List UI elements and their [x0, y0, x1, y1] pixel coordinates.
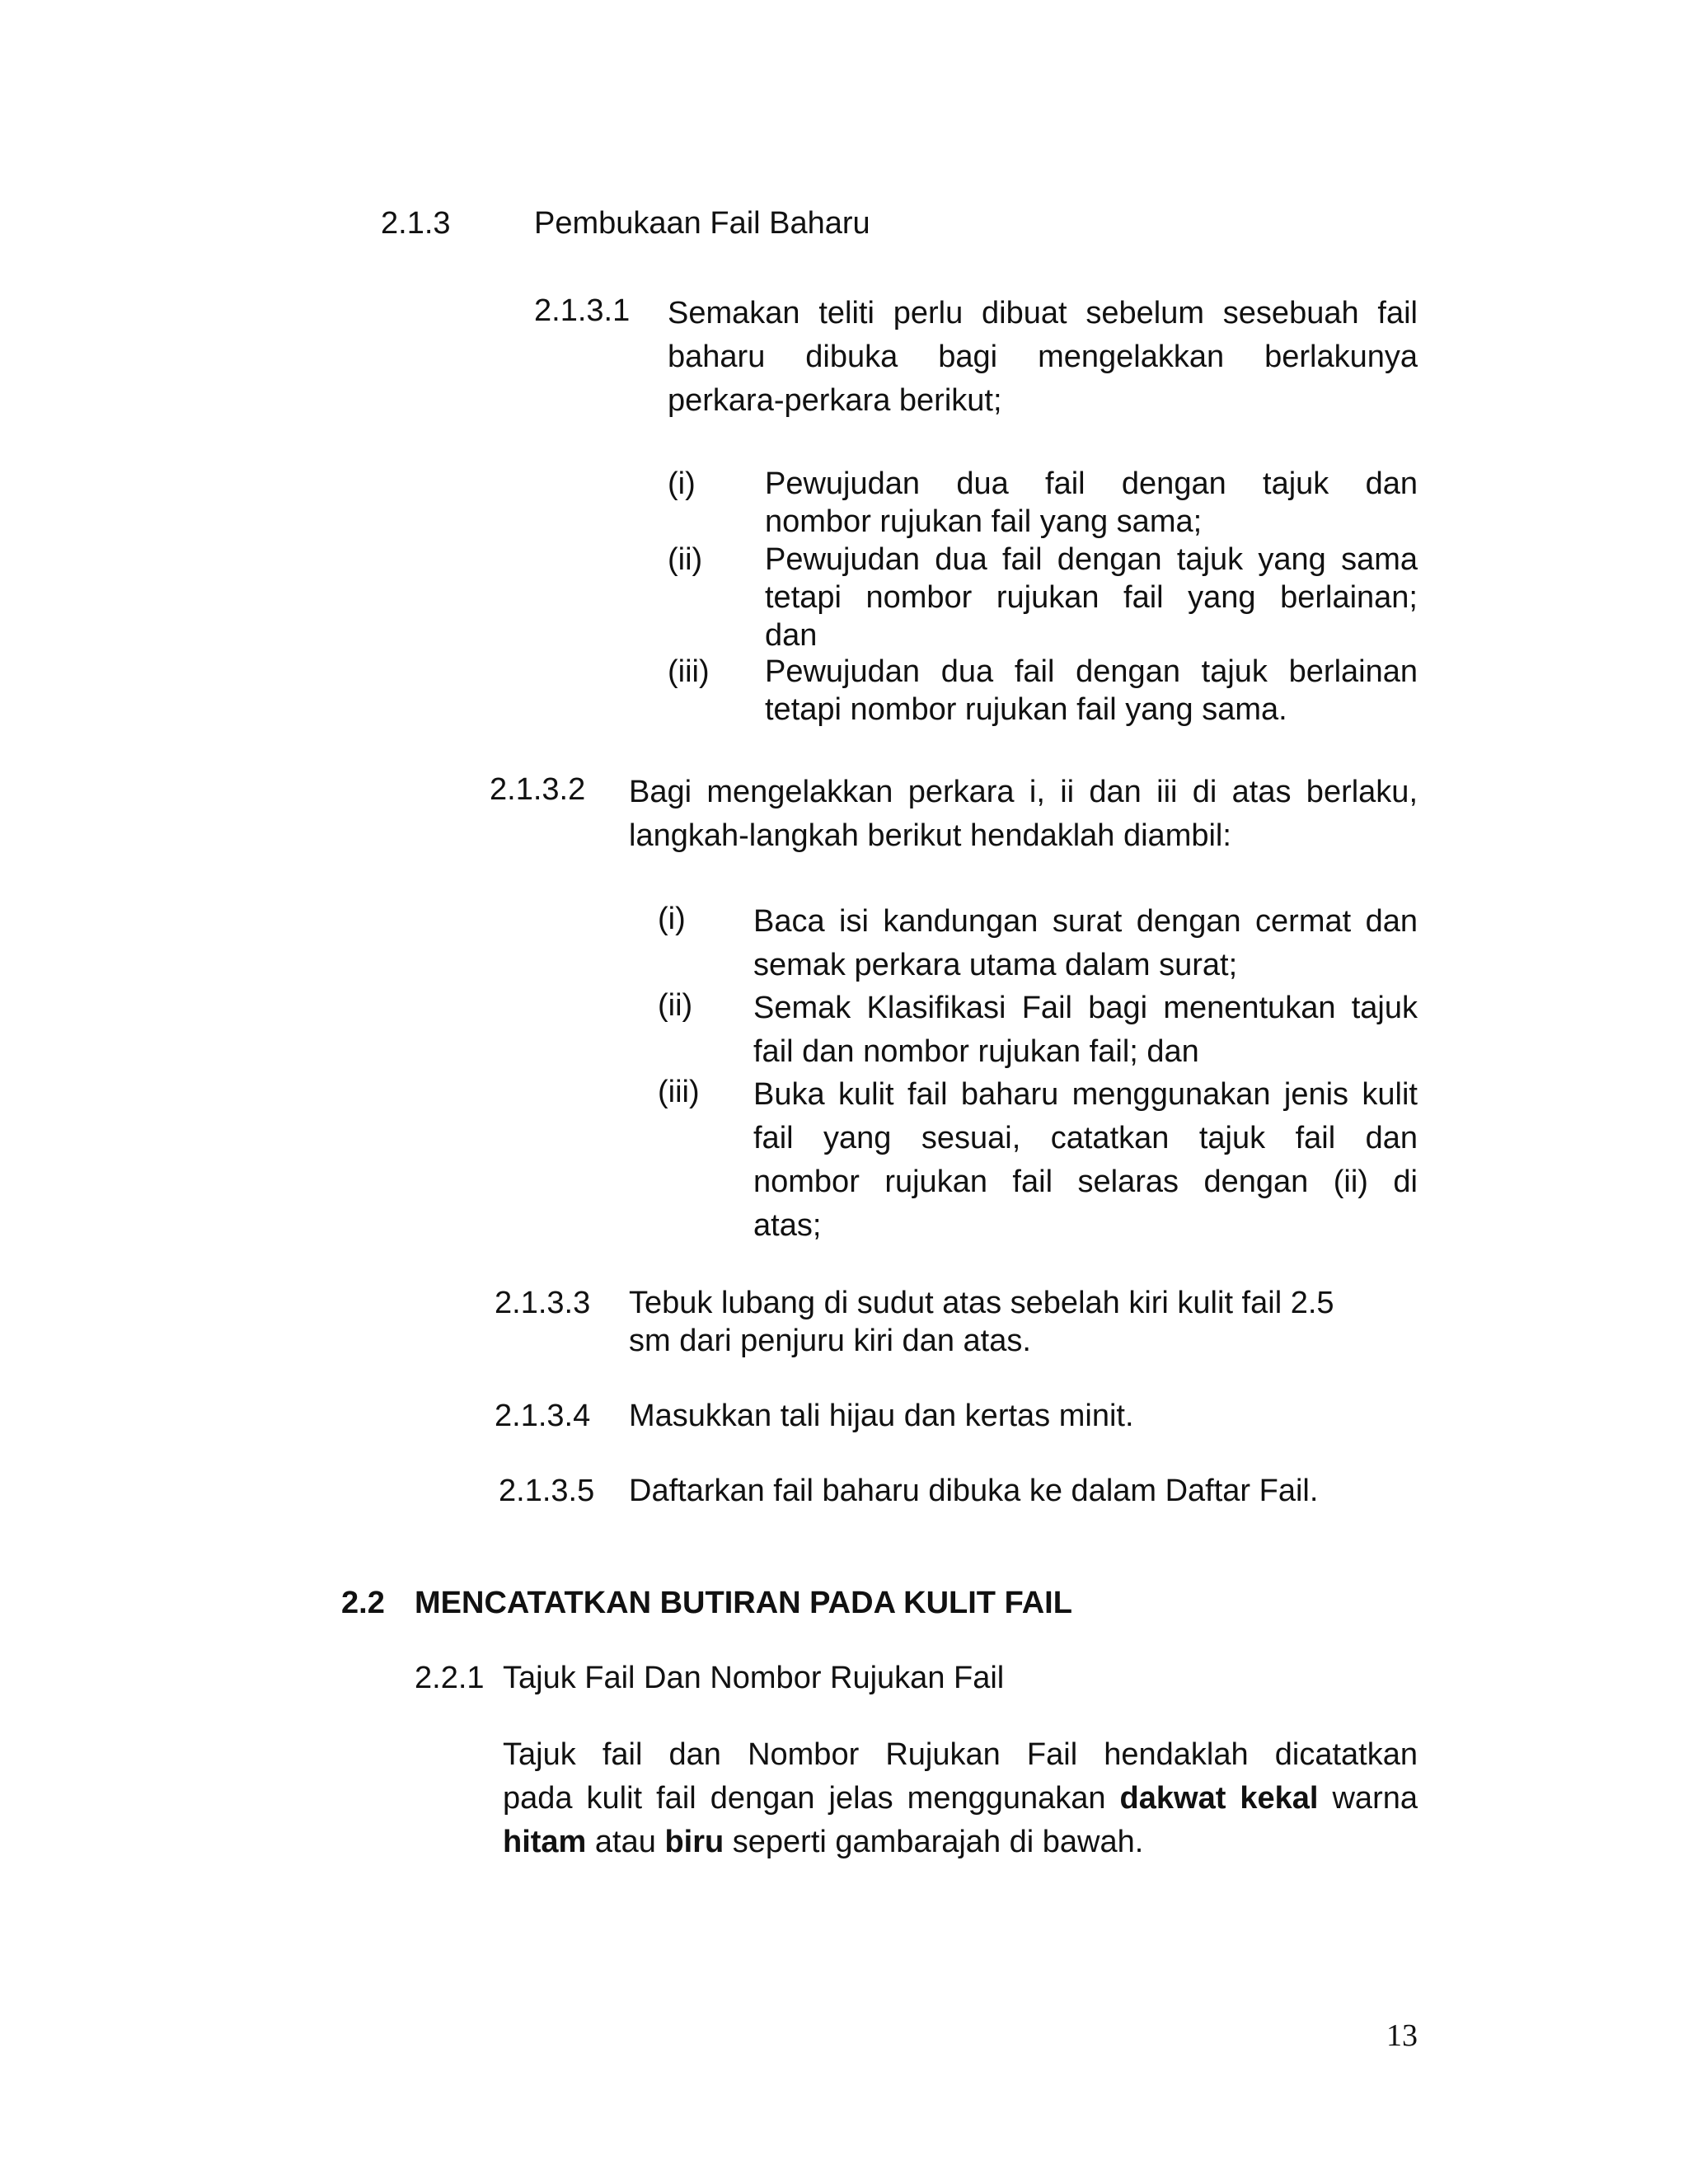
text-line: Pewujudan dua fail dengan tajuk yang sama [765, 542, 1418, 577]
text-line: fail yang sesuai, catatkan tajuk fail dan [753, 1121, 1418, 1155]
page-number: 13 [1386, 2018, 1418, 2053]
text-line: Bagi mengelakkan perkara i, ii dan iii di atas berlaku, [629, 775, 1418, 809]
subitem-text [765, 653, 1418, 729]
text-line: atas; [753, 1208, 822, 1243]
subitem-text [753, 900, 1418, 987]
text-line: dan [765, 618, 818, 653]
emphasis-text: hitam [503, 1825, 587, 1859]
text-line: baharu dibuka bagi mengelakkan berlakunya [668, 340, 1418, 374]
text-line [503, 1821, 1418, 1864]
item-text-2-1-3-1 [668, 292, 1418, 423]
section-number-2-2: 2.2 [341, 1586, 385, 1620]
text-line: Baca isi kandungan surat dengan cermat dan [753, 904, 1418, 939]
item-text-2-1-3-5: Daftarkan fail baharu dibuka ke dalam Daftar Fail. [629, 1474, 1319, 1508]
subitem-marker: (ii) [668, 542, 703, 577]
text-line: tetapi nombor rujukan fail yang sama. [765, 692, 1287, 727]
text-line: Semak Klasifikasi Fail bagi menentukan tajuk [753, 991, 1418, 1025]
section-number-2-2-1: 2.2.1 [415, 1661, 485, 1695]
text-line: perkara-perkara berikut; [668, 383, 1002, 418]
item-text-2-1-3-4: Masukkan tali hijau dan kertas minit. [629, 1399, 1134, 1433]
section-title-2-1-3: Pembukaan Fail Baharu [534, 206, 870, 241]
text-line: nombor rujukan fail selaras dengan (ii) di [753, 1165, 1418, 1199]
text-line: Pewujudan dua fail dengan tajuk dan [765, 466, 1418, 501]
text-line: tetapi nombor rujukan fail yang berlainan; [765, 580, 1418, 615]
subitem-marker: (iii) [668, 654, 710, 689]
item-number-2-1-3-1: 2.1.3.1 [534, 293, 631, 328]
subitem-marker: (i) [658, 902, 686, 936]
text-line: Pewujudan dua fail dengan tajuk berlainan [765, 654, 1418, 689]
item-number-2-1-3-2: 2.1.3.2 [490, 772, 586, 807]
section-title-2-2: MENCATATKAN BUTIRAN PADA KULIT FAIL [415, 1586, 1072, 1620]
subitem-text [753, 1073, 1418, 1248]
subitem-text [753, 987, 1418, 1074]
text-line: sm dari penjuru kiri dan atas. [629, 1324, 1031, 1358]
text-line: Semakan teliti perlu dibuat sebelum sesebuah fail [668, 296, 1418, 330]
text-run: seperti gambarajah di bawah. [724, 1825, 1144, 1859]
text-line: langkah-langkah berikut hendaklah diambil: [629, 818, 1231, 853]
item-text-2-1-3-2 [629, 771, 1418, 858]
item-number-2-1-3-3: 2.1.3.3 [495, 1286, 591, 1320]
subitem-marker: (ii) [658, 988, 693, 1023]
emphasis-text: dakwat kekal [1119, 1781, 1319, 1816]
emphasis-text: biru [664, 1825, 724, 1859]
text-line [503, 1777, 1418, 1821]
text-line: semak perkara utama dalam surat; [753, 948, 1238, 982]
text-run: pada kulit fail dengan jelas menggunakan [503, 1781, 1120, 1816]
subitem-text [765, 465, 1418, 541]
subitem-text [765, 541, 1418, 654]
text-line: fail dan nombor rujukan fail; dan [753, 1034, 1199, 1069]
subitem-marker: (iii) [658, 1075, 700, 1109]
subitem-marker: (i) [668, 466, 696, 501]
item-number-2-1-3-4: 2.1.3.4 [495, 1399, 591, 1433]
text-line: Tebuk lubang di sudut atas sebelah kiri kulit fail 2.5 [629, 1286, 1334, 1320]
section-paragraph-2-2-1 [503, 1733, 1418, 1864]
text-run: atau [586, 1825, 665, 1859]
text-line: nombor rujukan fail yang sama; [765, 504, 1203, 539]
text-line: Buka kulit fail baharu menggunakan jenis kulit [753, 1077, 1418, 1112]
item-number-2-1-3-5: 2.1.3.5 [499, 1474, 595, 1508]
text-line: Tajuk fail dan Nombor Rujukan Fail hendaklah dicatatkan [503, 1737, 1418, 1772]
text-run: warna [1318, 1781, 1418, 1816]
section-number-2-1-3: 2.1.3 [381, 206, 451, 241]
section-title-2-2-1: Tajuk Fail Dan Nombor Rujukan Fail [503, 1661, 1005, 1695]
